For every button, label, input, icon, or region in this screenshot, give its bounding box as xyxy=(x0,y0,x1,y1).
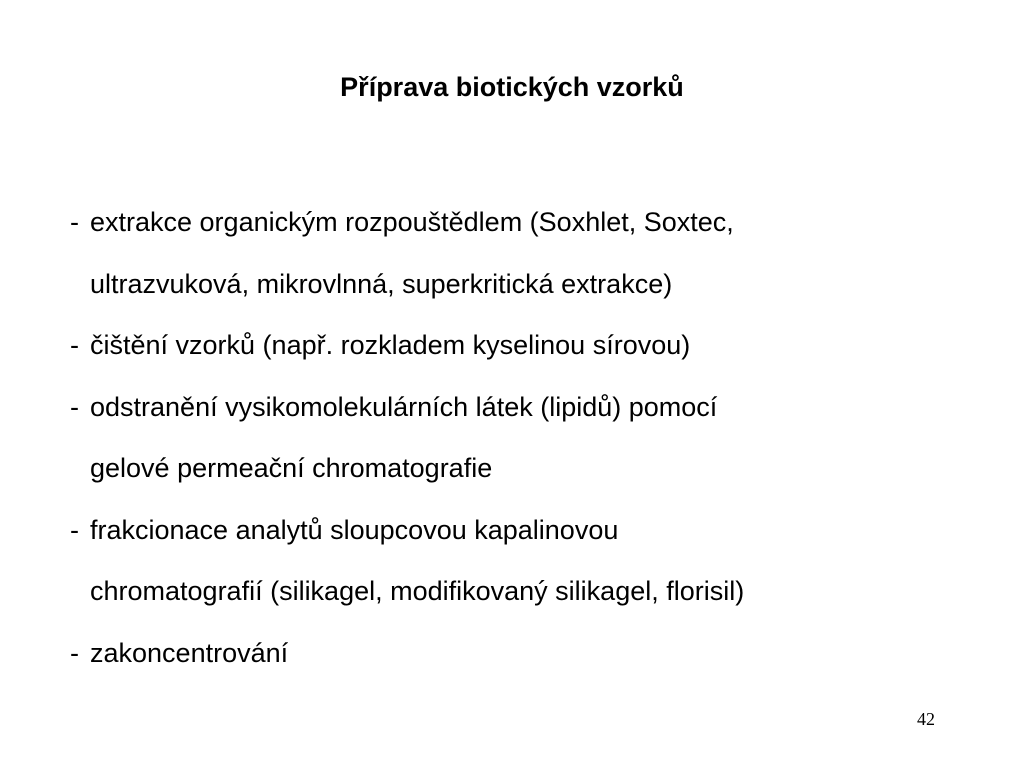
bullet-dash: - xyxy=(70,391,79,422)
bullet-item-fractionation xyxy=(70,500,990,623)
bullet-dash: - xyxy=(70,514,79,545)
bullet-text-continuation: gelové permeační chromatografie xyxy=(90,453,493,483)
bullet-text: odstranění vysikomolekulárních látek (lipidů) pomocí xyxy=(90,391,718,422)
bullet-text: čištění vzorků (např. rozkladem kyselinou sírovou) xyxy=(90,330,691,360)
bullet-item-concentration xyxy=(70,623,990,685)
bullet-text: frakcionace analytů sloupcovou kapalinovou xyxy=(90,514,619,545)
bullet-text: zakoncentrování xyxy=(90,637,289,668)
bullet-list xyxy=(70,192,990,684)
page-number: 42 xyxy=(917,709,935,729)
bullet-item-extraction xyxy=(70,192,990,315)
bullet-text-continuation: chromatografií (silikagel, modifikovaný silikagel, florisil) xyxy=(90,576,745,606)
bullet-item-lipid-removal xyxy=(70,377,990,500)
bullet-text: extrakce organickým rozpouštědlem (Soxhlet, Soxtec, xyxy=(90,207,734,237)
bullet-text-continuation: ultrazvuková, mikrovlnná, superkritická extrakce) xyxy=(90,268,673,299)
bullet-item-cleanup xyxy=(70,315,990,377)
bullet-dash: - xyxy=(70,637,79,668)
slide-title: Příprava biotických vzorků xyxy=(340,72,684,102)
bullet-dash: - xyxy=(70,207,79,237)
bullet-dash: - xyxy=(70,330,79,360)
